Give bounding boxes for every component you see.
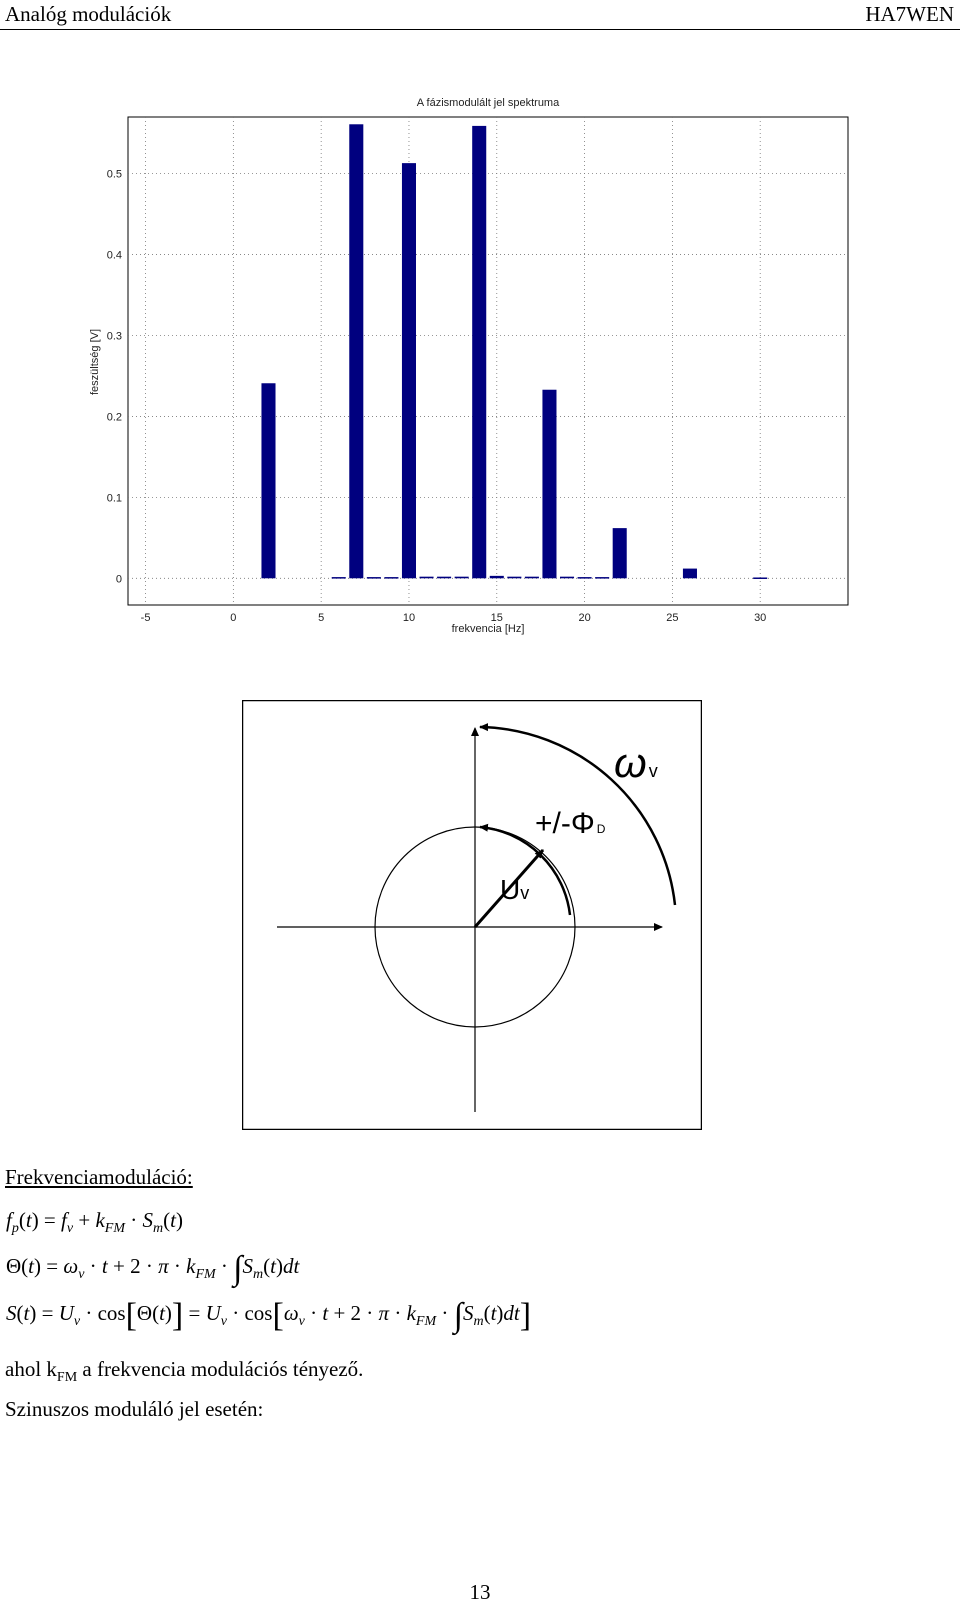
bar xyxy=(542,390,556,579)
bar xyxy=(683,569,697,579)
paragraph-kfm: ahol $k_{FM}$ a frekvencia modulációs tényező. xyxy=(5,1357,364,1386)
phase-deviation-label: +/-Φ D xyxy=(535,807,606,840)
y-axis-label: feszültség [V] xyxy=(89,328,101,396)
bar xyxy=(507,577,521,579)
x-axis-label: frekvencia [Hz] xyxy=(451,623,525,635)
chart-title: A fázismodulált jel spektruma xyxy=(416,97,560,109)
y-tick-label: 0.4 xyxy=(106,249,122,262)
header-callsign: HA7WEN xyxy=(865,2,954,26)
section-title: Frekvenciamoduláció: xyxy=(5,1165,193,1189)
bar xyxy=(261,383,275,578)
equation-3: $S(t) = U_v \cdot \cos[\Theta(t)] = U_v \cdot \cos[\omega_v \cdot t + 2 \cdot \pi \cdot k_{FM} \cdot \int S_m(t)dt]$ xyxy=(6,1297,532,1334)
bar xyxy=(472,126,486,578)
bar xyxy=(525,577,539,579)
y-tick-label: 0.5 xyxy=(106,168,122,181)
phasor-diagram xyxy=(242,700,702,1130)
x-tick-label: 15 xyxy=(490,612,503,624)
x-tick-label: 30 xyxy=(754,612,767,624)
paragraph-sinusoidal: Szinuszos moduláló jel esetén: xyxy=(5,1397,264,1421)
bar xyxy=(560,577,574,579)
bar xyxy=(437,577,451,579)
x-tick-label: 0 xyxy=(230,612,237,624)
bar xyxy=(595,577,609,579)
y-tick-label: 0.1 xyxy=(106,492,122,505)
x-tick-label: 10 xyxy=(402,612,416,624)
y-tick-label: 0.2 xyxy=(106,411,122,424)
bar xyxy=(402,163,416,578)
bar xyxy=(349,124,363,578)
bar xyxy=(578,577,592,579)
bar xyxy=(490,576,504,578)
bar xyxy=(384,577,398,579)
x-tick-label: 25 xyxy=(666,612,679,624)
plot-area xyxy=(128,117,848,605)
bar xyxy=(753,577,767,579)
bar xyxy=(420,577,434,579)
bar xyxy=(455,577,469,579)
bar xyxy=(613,528,627,578)
x-tick-label: 20 xyxy=(578,612,591,624)
y-tick-label: 0 xyxy=(115,573,122,586)
y-tick-label: 0.3 xyxy=(106,330,122,343)
x-tick-label: 5 xyxy=(318,612,325,624)
bar xyxy=(332,577,346,579)
spectrum-chart xyxy=(80,92,870,662)
voltage-label: Uv xyxy=(500,874,530,905)
y-tick-labels xyxy=(107,169,122,586)
equation-2: $\Theta(t) = \omega_v \cdot t + 2 \cdot \pi \cdot k_{FM} \cdot \int S_m(t)dt$ xyxy=(6,1250,300,1287)
page-number: 13 xyxy=(469,1580,491,1604)
header-rule xyxy=(0,29,960,30)
equation-1: $f_p(t) = f_v + k_{FM} \cdot S_m(t)$ xyxy=(6,1208,183,1237)
bar xyxy=(367,577,381,579)
header-title: Analóg modulációk xyxy=(5,2,172,26)
omega-label: ωv xyxy=(614,739,658,786)
x-tick-label: -5 xyxy=(140,612,151,624)
